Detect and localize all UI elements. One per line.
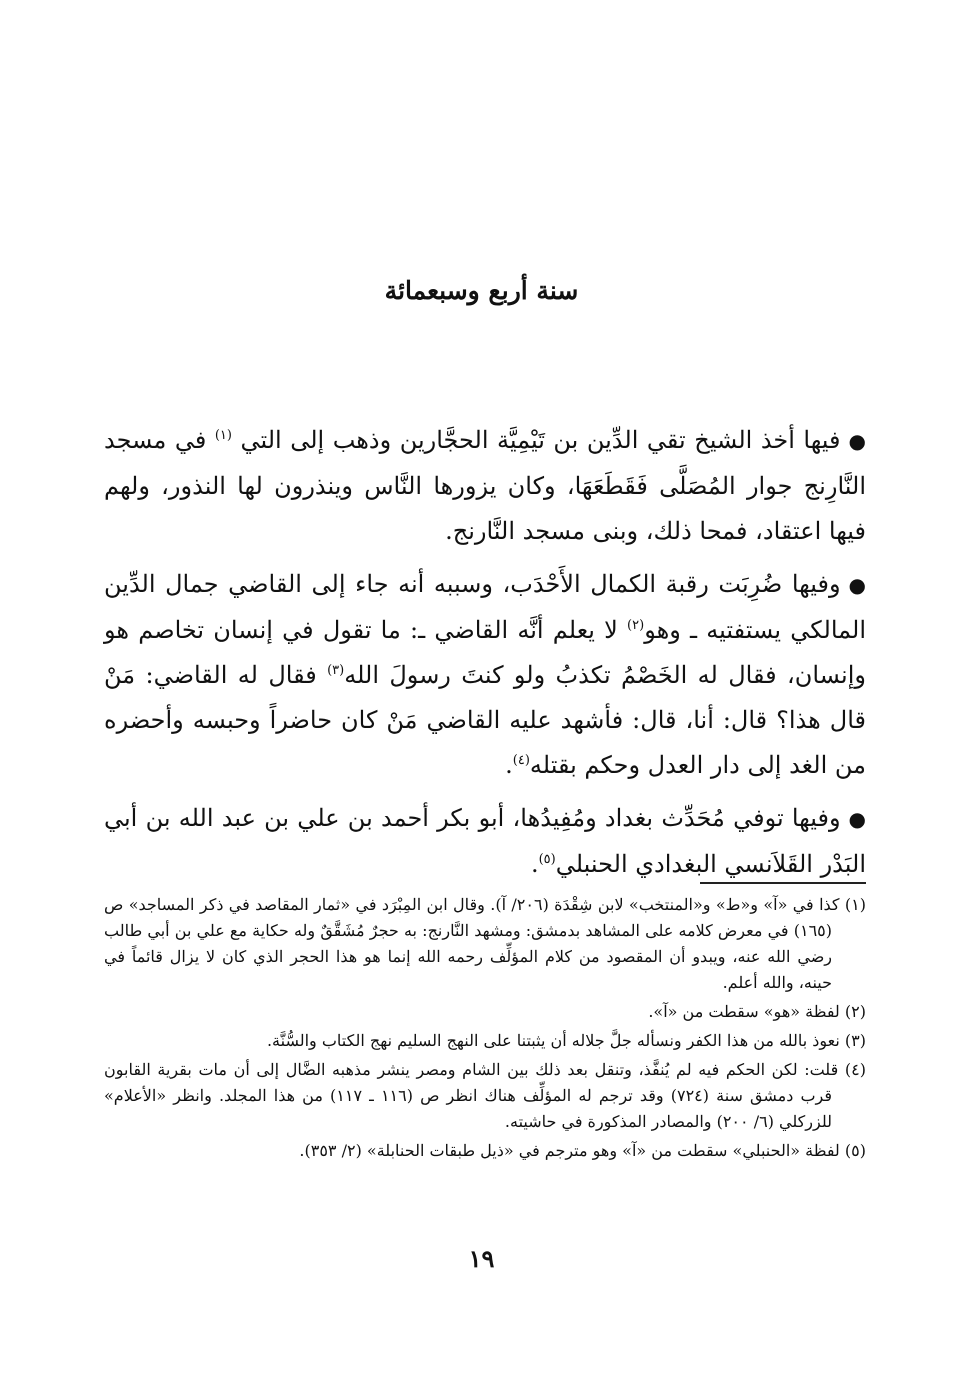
footnote-text: نعوذ بالله من هذا الكفر ونسأله جلَّ جلاله أن يثبتنا على النهج السليم نهج الكتاب والسُّنَّة. (266, 1031, 840, 1050)
footnote-text: قلت: لكن الحكم فيه لم يُنفَّذ، وتنقل بعد ذلك بين الشام ومصر ينشر مذهبه الضَّال إلى أن مات بقرية القابون قرب دمشق سنة (٧٢٤) وقد ترجم له المؤلِّف هناك انظر ص (١١٦ ـ ١١٧) من هذا المجلد. وانظر «الأعلام» للزركلي (٦/ ٢٠٠) والمصادر المذكورة في حاشيته. (104, 1060, 839, 1131)
paragraph-2 (104, 562, 866, 788)
page-title: سنة أربع وسبعمائة (384, 276, 579, 305)
footnote-divider (700, 882, 866, 884)
footnote-number: (١) (844, 895, 867, 914)
footnote-number: (٢) (844, 1002, 866, 1021)
footnote-2 (104, 999, 866, 1025)
footnote-ref: (٤) (512, 753, 530, 768)
footnote-number: (٥) (844, 1141, 866, 1160)
paragraph-text: فقال له القاضي: مَنْ قال هذا؟ قال: أنا، قال: فأشهد عليه القاضي مَنْ كان حاضراً وحبسه وأحضره من الغد إلى دار العدل وحكم بقتله (104, 661, 866, 779)
footnote-1 (104, 892, 866, 996)
footnote-text: لفظة «هو» سقطت من «آ». (648, 1002, 840, 1021)
footnote-number: (٤) (844, 1060, 866, 1079)
footnote-ref: (١) (214, 428, 232, 443)
paragraph-text: . (530, 850, 539, 878)
paragraph-text: لا يعلم أنَّه القاضي ـ: ما تقول في إنسان تخاصم هو وإنسان، فقال له الخَصْمُ تكذبُ ولو كنتَ رسولَ الله (104, 616, 866, 689)
bullet-icon: ● (848, 573, 866, 597)
paragraph-text: . (505, 751, 513, 779)
footnotes (104, 892, 866, 1167)
footnote-number: (٣) (844, 1031, 866, 1050)
footnote-ref: (٢) (627, 618, 645, 633)
footnote-ref: (٣) (327, 663, 345, 678)
footnote-4 (104, 1057, 866, 1135)
bullet-icon: ● (848, 807, 866, 831)
paragraph-text: فيها أخذ الشيخ تقي الدِّين بن تَيْمِيَّة الحجَّارين وذهب إلى التي (240, 426, 841, 454)
main-text (104, 418, 866, 887)
paragraph-text: وفيها ضُرِبَت رقبة الكمال الأَحْدَب، وسببه أنه جاء إلى القاضي جمال الدِّين المالكي يستفتيه ـ وهو (104, 570, 867, 644)
footnote-text: لفظة «الحنبلي» سقطت من «آ» وهو مترجم في «ذيل طبقات الحنابلة» (٢/ ٣٥٣). (299, 1141, 840, 1160)
page-number: ١٩ (468, 1244, 495, 1273)
footnote-text: كذا في «آ» و«ط» و«المنتخب» لابن شِقْدَة (٢٠٦/ آ). وقال ابن المِبْرَد في «ثمار المقاصد في ذكر المساجد» ص (١٦٥) في معرض كلامه على المشاهد بدمشق: ومشهد النَّارنج: به حجرٌ مُشَقَّقٌ وله حكاية مع علي بن أبي طالب رضي الله عنه، ويبدو أن المقصود من كلام المؤلِّف رحمه الله إنما هو هذا الحجر الذي كان لا يزال قائماً في حينه، والله أعلم. (104, 895, 840, 992)
paragraph-text: في مسجد النَّارِنج جوار المُصَلَّى فَقَطَعَهَا، وكان يزورها النَّاس وينذرون لها النذور، ولهم فيها اعتقاد، فمحا ذلك، وبنى مسجد النَّارنج. (104, 426, 866, 545)
footnote-ref: (٥) (538, 852, 556, 867)
footnote-3 (104, 1028, 866, 1054)
paragraph-text: وفيها توفي مُحَدِّث بغداد ومُفِيدُها، أبو بكر أحمد بن علي بن عبد الله بن أبي البَدْر القَلاَنسي البغدادي الحنبلي (104, 804, 866, 878)
bullet-icon: ● (848, 429, 866, 453)
paragraph-3 (104, 796, 866, 887)
footnote-5 (104, 1138, 866, 1164)
paragraph-1 (104, 418, 866, 554)
